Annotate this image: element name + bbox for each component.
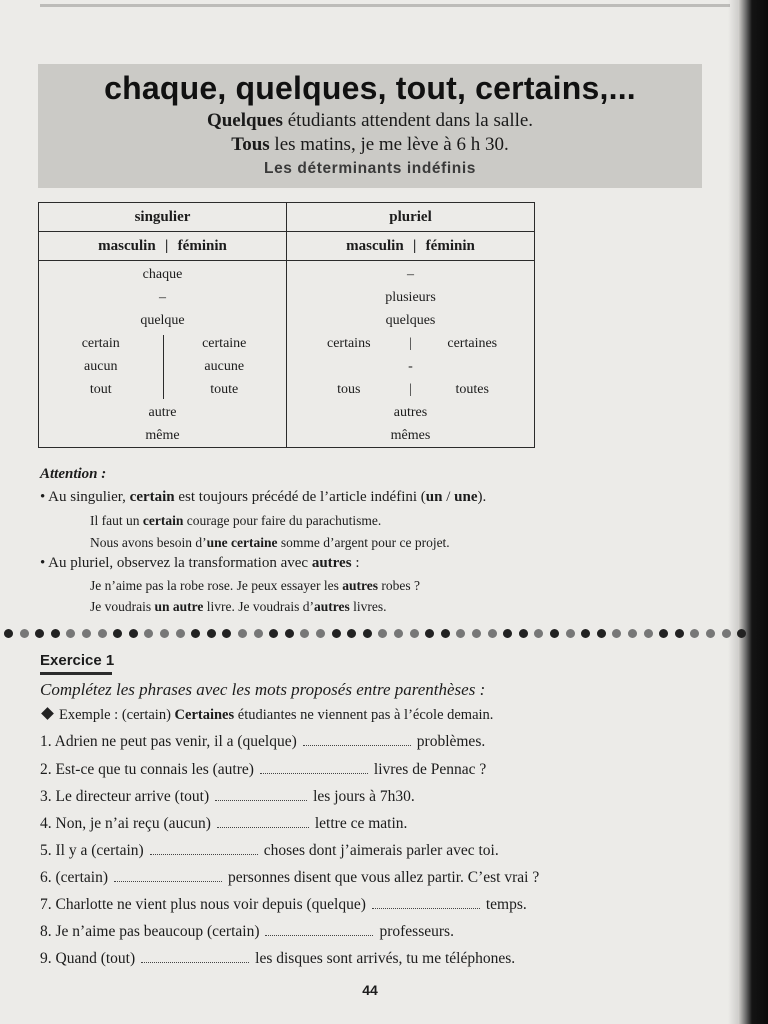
subheader-plural: masculin | féminin [287, 232, 535, 261]
header-singular: singulier [39, 203, 287, 232]
table-cell-feminine: certaines [447, 336, 498, 351]
table-cell-masculine: tout [89, 382, 112, 397]
divider-dot [706, 629, 715, 638]
binding-shadow [728, 0, 738, 1024]
divider-dot [472, 629, 481, 638]
diamond-bullet-icon [41, 707, 54, 720]
exercise-item: 9. Quand (tout) les disques sont arrivés, tu me téléphones. [40, 950, 516, 967]
divider-dot [144, 629, 153, 638]
divider-dot [566, 629, 575, 638]
divider-dot [441, 629, 450, 638]
divider-dot [456, 629, 465, 638]
table-cell-masculine: certain [81, 336, 120, 351]
rule-singular: • Au singulier, certain est toujours précédé de l’article indéfini (un / une). [40, 489, 487, 505]
divider-dot [644, 629, 653, 638]
divider-dot [176, 629, 185, 638]
divider-dot [503, 629, 512, 638]
divider-dot [20, 629, 29, 638]
answer-blank[interactable] [303, 733, 411, 746]
answer-blank[interactable] [141, 950, 249, 963]
divider-dot [347, 629, 356, 638]
table-cell: – [159, 290, 166, 305]
answer-blank[interactable] [114, 869, 222, 882]
table-row [287, 378, 534, 401]
table-row [287, 332, 534, 355]
table-cell: - [408, 359, 413, 374]
table-row [39, 263, 286, 286]
table-cell-feminine: toute [210, 382, 239, 397]
header-example-2: Tous les matins, je me lève à 6 h 30. [231, 134, 509, 155]
table-row [39, 424, 286, 447]
exercise-title-underline [40, 672, 112, 675]
answer-blank[interactable] [150, 842, 258, 855]
divider-dot [51, 629, 60, 638]
divider-dot [238, 629, 247, 638]
divider-dot [300, 629, 309, 638]
divider-dot [82, 629, 91, 638]
plural-column [287, 261, 535, 448]
divider-dot [425, 629, 434, 638]
answer-blank[interactable] [260, 761, 368, 774]
table-cell-feminine: toutes [455, 382, 489, 397]
gender-divider-line [163, 379, 164, 399]
rule-example: Il faut un certain courage pour faire du parachutisme. [90, 513, 382, 528]
rule-example: Je n’aime pas la robe rose. Je peux essayer les autres robes ? [90, 578, 421, 593]
exercise-item: 7. Charlotte ne vient plus nous voir depuis (quelque) temps. [40, 896, 527, 913]
exercise-item: 3. Le directeur arrive (tout) les jours à 7h30. [40, 788, 415, 805]
exercise-item: 1. Adrien ne peut pas venir, il a (quelque) problèmes. [40, 733, 486, 750]
table-row [39, 309, 286, 332]
divider-dot [269, 629, 278, 638]
table-row [287, 286, 534, 309]
table-row [287, 355, 534, 378]
exercise-instruction: Complétez les phrases avec les mots proposés entre parenthèses : [40, 680, 486, 699]
table-cell: même [145, 428, 180, 443]
divider-dot [285, 629, 294, 638]
dotted-divider [4, 625, 742, 643]
scan-edge-line [40, 4, 730, 7]
exercise-item: 6. (certain) personnes disent que vous allez partir. C’est vrai ? [40, 869, 540, 886]
table-row [287, 309, 534, 332]
divider-dot [191, 629, 200, 638]
divider-dot [659, 629, 668, 638]
divider-dot [35, 629, 44, 638]
divider-dot [519, 629, 528, 638]
divider-dot [675, 629, 684, 638]
divider-dot [722, 629, 731, 638]
table-row [287, 424, 534, 447]
divider-dot [207, 629, 216, 638]
table-row [39, 401, 286, 424]
answer-blank[interactable] [217, 815, 309, 828]
table-cell: – [407, 267, 414, 282]
gender-separator: | [409, 336, 412, 351]
table-cell: chaque [142, 267, 183, 282]
divider-dot [690, 629, 699, 638]
exercise-item: 5. Il y a (certain) choses dont j’aimerais parler avec toi. [40, 842, 499, 859]
header-plural: pluriel [287, 203, 535, 232]
page-number: 44 [362, 982, 378, 998]
gender-separator: | [409, 382, 412, 397]
table-row [39, 286, 286, 309]
divider-dot [332, 629, 341, 638]
lesson-header [38, 64, 702, 188]
divider-dot [254, 629, 263, 638]
divider-dot [222, 629, 231, 638]
table-row [287, 401, 534, 424]
divider-dot [394, 629, 403, 638]
exercise-item: 8. Je n’aime pas beaucoup (certain) professeurs. [40, 923, 454, 940]
determiners-table [38, 202, 535, 448]
singular-column [39, 261, 287, 448]
table-cell: plusieurs [385, 290, 436, 305]
lesson-title: chaque, quelques, tout, certains,... [104, 70, 636, 106]
table-cell: autre [148, 405, 177, 420]
table-cell: autres [393, 405, 428, 420]
divider-dot [534, 629, 543, 638]
table-cell-masculine: certains [326, 336, 371, 351]
table-cell-feminine: certaine [202, 336, 247, 351]
divider-dot [628, 629, 637, 638]
divider-dot [488, 629, 497, 638]
exercise-item: 2. Est-ce que tu connais les (autre) livres de Pennac ? [40, 761, 487, 778]
table-cell-feminine: aucune [204, 359, 245, 374]
divider-dot [550, 629, 559, 638]
divider-dot [160, 629, 169, 638]
header-example-1: Quelques étudiants attendent dans la salle. [206, 110, 534, 131]
divider-dot [612, 629, 621, 638]
book-binding-edge [738, 0, 768, 1024]
exercise-item: 4. Non, je n’ai reçu (aucun) lettre ce matin. [40, 815, 408, 832]
divider-dot [98, 629, 107, 638]
answer-blank[interactable] [372, 896, 480, 909]
subheader-singular: masculin | féminin [39, 232, 287, 261]
divider-dot [113, 629, 122, 638]
table-cell: quelques [385, 313, 436, 328]
table-row [287, 263, 534, 286]
divider-dot [129, 629, 138, 638]
table-cell-masculine: tous [337, 382, 361, 397]
attention-heading: Attention : [40, 466, 107, 482]
lesson-subtitle: Les déterminants indéfinis [264, 160, 476, 177]
divider-dot [363, 629, 372, 638]
exercise-example: Exemple : (certain) Certaines étudiantes ne viennent pas à l’école demain. [40, 707, 493, 724]
rule-plural: • Au pluriel, observez la transformation avec autres : [40, 555, 360, 571]
divider-dot [597, 629, 606, 638]
answer-blank[interactable] [265, 923, 373, 936]
rule-example: Je voudrais un autre livre. Je voudrais d’autres livres. [90, 599, 387, 614]
divider-dot [66, 629, 75, 638]
divider-dot [410, 629, 419, 638]
table-cell: quelque [140, 313, 185, 328]
divider-dot [316, 629, 325, 638]
table-cell: mêmes [390, 428, 431, 443]
rule-example: Nous avons besoin d’une certaine somme d’argent pour ce projet. [90, 535, 450, 550]
exercise-title: Exercice 1 [40, 652, 115, 669]
divider-dot [4, 629, 13, 638]
divider-dot [378, 629, 387, 638]
answer-blank[interactable] [215, 788, 307, 801]
table-cell-masculine: aucun [84, 359, 118, 374]
divider-dot [581, 629, 590, 638]
